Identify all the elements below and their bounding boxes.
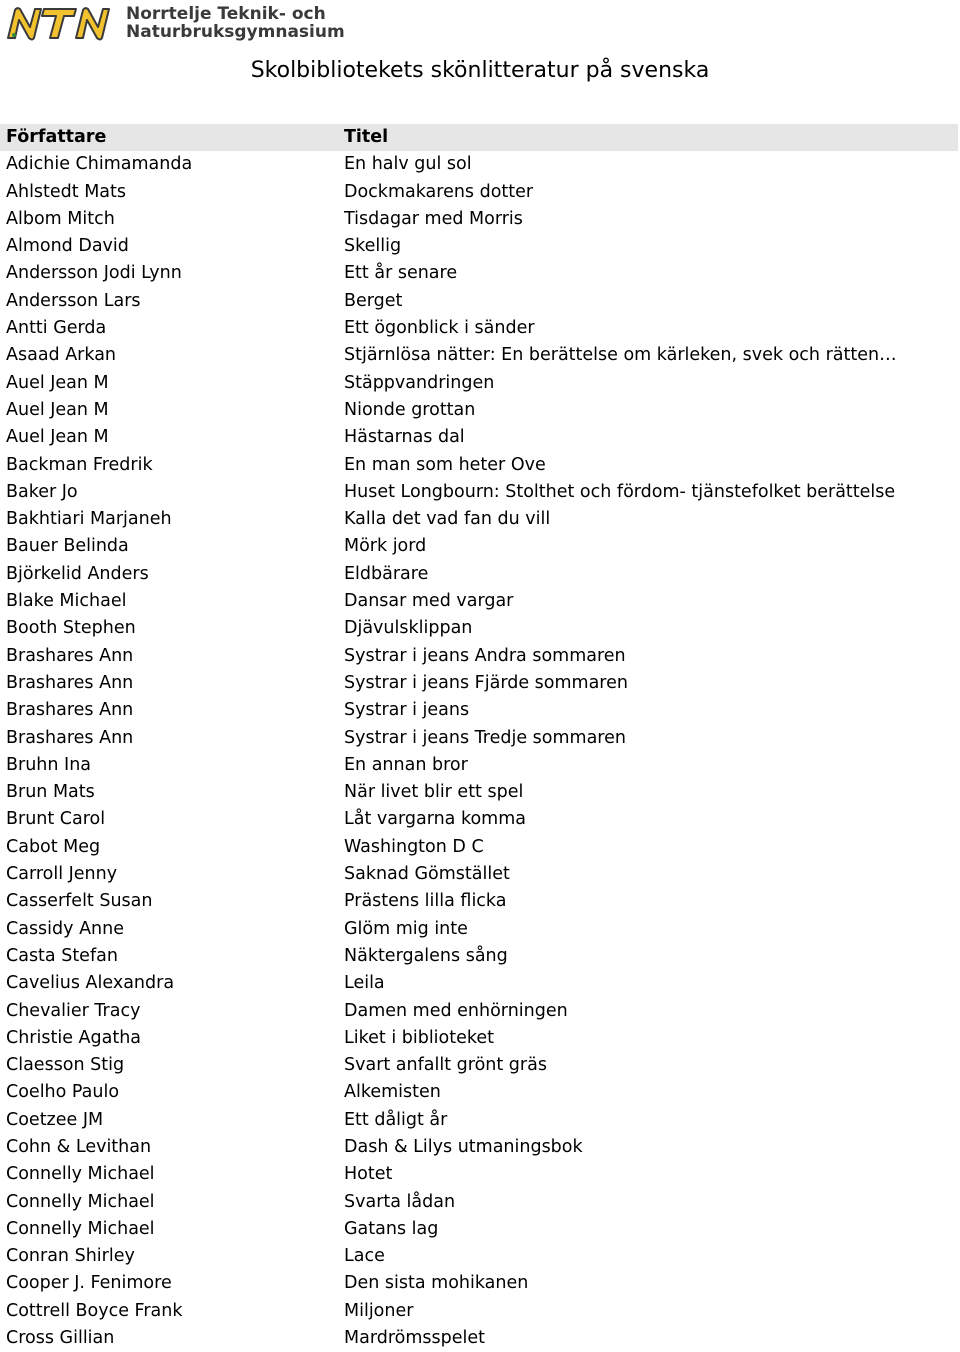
title-cell: Huset Longbourn: Stolthet och fördom- tjänstefolket berättelse [344, 481, 896, 502]
table-row [0, 1216, 958, 1243]
title-cell: Ett år senare [344, 263, 458, 284]
author-cell: Cross Gillian [6, 1328, 115, 1349]
school-name-line2: Naturbruksgymnasium [126, 22, 345, 42]
title-cell: Prästens lilla flicka [344, 891, 507, 912]
author-cell: Bakhtiari Marjaneh [6, 509, 172, 530]
table-row [0, 779, 958, 806]
author-cell: Coelho Paulo [6, 1082, 120, 1103]
table-header-row [0, 124, 958, 151]
school-name-line1: Norrtelje Teknik- och [126, 4, 326, 24]
author-cell: Auel Jean M [6, 372, 109, 393]
author-cell: Christie Agatha [6, 1027, 142, 1048]
table-row [0, 1298, 958, 1325]
author-cell: Cooper J. Fenimore [6, 1273, 172, 1294]
author-cell: Brashares Ann [6, 727, 134, 748]
table-row [0, 725, 958, 752]
column-header-title: Titel [344, 127, 389, 147]
ntn-logo-icon [6, 5, 120, 41]
title-cell: Ett ögonblick i sänder [344, 318, 535, 339]
author-cell: Cottrell Boyce Frank [6, 1300, 183, 1321]
title-cell: Hotet [344, 1164, 393, 1185]
table-row [0, 1243, 958, 1270]
author-cell: Backman Fredrik [6, 454, 153, 475]
title-cell: Damen med enhörningen [344, 1000, 568, 1021]
author-cell: Chevalier Tracy [6, 1000, 141, 1021]
table-row [0, 998, 958, 1025]
table-row [0, 1079, 958, 1106]
table-row [0, 506, 958, 533]
table-row [0, 1325, 958, 1352]
table-row [0, 697, 958, 724]
title-cell: Kalla det vad fan du vill [344, 509, 551, 530]
title-cell: När livet blir ett spel [344, 782, 524, 803]
author-cell: Antti Gerda [6, 318, 107, 339]
table-row [0, 861, 958, 888]
author-cell: Cohn & Levithan [6, 1136, 152, 1157]
author-cell: Bruhn Ina [6, 754, 92, 775]
title-cell: Näktergalens sång [344, 945, 508, 966]
author-cell: Bauer Belinda [6, 536, 129, 557]
title-cell: Leila [344, 973, 385, 994]
title-cell: Gatans lag [344, 1218, 439, 1239]
table-row [0, 806, 958, 833]
table-row [0, 752, 958, 779]
table-row [0, 1189, 958, 1216]
author-cell: Cassidy Anne [6, 918, 124, 939]
author-cell: Conran Shirley [6, 1246, 135, 1267]
author-cell: Brashares Ann [6, 645, 134, 666]
title-cell: En man som heter Ove [344, 454, 546, 475]
table-row [0, 888, 958, 915]
table-row [0, 533, 958, 560]
title-cell: Djävulsklippan [344, 618, 473, 639]
title-cell: En annan bror [344, 754, 468, 775]
title-cell: Lace [344, 1246, 385, 1267]
title-cell: Miljoner [344, 1300, 414, 1321]
page-title: Skolbibliotekets skönlitteratur på svenska [250, 58, 710, 83]
table-row [0, 1052, 958, 1079]
author-cell: Brashares Ann [6, 700, 134, 721]
author-cell: Coetzee JM [6, 1109, 104, 1130]
table-row [0, 1107, 958, 1134]
author-cell: Ahlstedt Mats [6, 181, 127, 202]
table-row [0, 588, 958, 615]
table-row [0, 424, 958, 451]
title-cell: Saknad Gömstället [344, 864, 510, 885]
table-row [0, 397, 958, 424]
author-cell: Connelly Michael [6, 1164, 155, 1185]
table-row [0, 615, 958, 642]
title-cell: Systrar i jeans Tredje sommaren [344, 727, 626, 748]
author-cell: Blake Michael [6, 591, 127, 612]
author-cell: Andersson Jodi Lynn [6, 263, 182, 284]
table-row [0, 479, 958, 506]
title-cell: Stjärnlösa nätter: En berättelse om kärleken, svek och rätten… [344, 345, 897, 366]
author-cell: Brunt Carol [6, 809, 106, 830]
author-cell: Andersson Lars [6, 290, 141, 311]
author-cell: Connelly Michael [6, 1218, 155, 1239]
table-row [0, 643, 958, 670]
author-cell: Cabot Meg [6, 836, 101, 857]
title-cell: Systrar i jeans [344, 700, 470, 721]
table-row [0, 943, 958, 970]
table-row [0, 342, 958, 369]
title-cell: Svarta lådan [344, 1191, 456, 1212]
title-cell: Dansar med vargar [344, 591, 514, 612]
title-cell: Washington D C [344, 836, 484, 857]
table-row [0, 1161, 958, 1188]
author-cell: Albom Mitch [6, 208, 115, 229]
author-cell: Booth Stephen [6, 618, 136, 639]
title-cell: Tisdagar med Morris [344, 208, 523, 229]
table-row [0, 179, 958, 206]
author-cell: Cavelius Alexandra [6, 973, 175, 994]
school-header [6, 3, 345, 43]
author-cell: Brun Mats [6, 782, 95, 803]
table-row [0, 151, 958, 178]
author-cell: Adichie Chimamanda [6, 154, 193, 175]
school-name [126, 5, 345, 41]
title-cell: Dash & Lilys utmaningsbok [344, 1136, 583, 1157]
title-cell: Nionde grottan [344, 399, 476, 420]
title-cell: Skellig [344, 236, 402, 257]
title-cell: Den sista mohikanen [344, 1273, 529, 1294]
title-cell: Glöm mig inte [344, 918, 468, 939]
table-row [0, 288, 958, 315]
author-cell: Auel Jean M [6, 427, 109, 448]
table-body [0, 151, 958, 1352]
title-cell: En halv gul sol [344, 154, 472, 175]
table-row [0, 452, 958, 479]
table-row [0, 260, 958, 287]
title-cell: Dockmakarens dotter [344, 181, 534, 202]
table-row [0, 670, 958, 697]
table-row [0, 916, 958, 943]
title-cell: Berget [344, 290, 403, 311]
title-cell: Eldbärare [344, 563, 429, 584]
title-cell: Systrar i jeans Fjärde sommaren [344, 672, 628, 693]
title-cell: Alkemisten [344, 1082, 441, 1103]
table-row [0, 233, 958, 260]
table-row [0, 1134, 958, 1161]
table-row [0, 370, 958, 397]
table-row [0, 970, 958, 997]
table-row [0, 1025, 958, 1052]
table-row [0, 315, 958, 342]
author-cell: Carroll Jenny [6, 864, 118, 885]
author-cell: Almond David [6, 236, 129, 257]
table-row [0, 206, 958, 233]
author-cell: Casta Stefan [6, 945, 118, 966]
title-cell: Systrar i jeans Andra sommaren [344, 645, 626, 666]
author-cell: Brashares Ann [6, 672, 134, 693]
title-cell: Liket i biblioteket [344, 1027, 495, 1048]
column-header-author: Författare [6, 127, 107, 147]
table-row [0, 561, 958, 588]
author-cell: Connelly Michael [6, 1191, 155, 1212]
table-row [0, 1270, 958, 1297]
book-table [0, 124, 958, 1352]
author-cell: Casserfelt Susan [6, 891, 153, 912]
title-cell: Mörk jord [344, 536, 427, 557]
author-cell: Auel Jean M [6, 399, 109, 420]
author-cell: Claesson Stig [6, 1055, 125, 1076]
title-cell: Stäppvandringen [344, 372, 495, 393]
author-cell: Asaad Arkan [6, 345, 117, 366]
title-cell: Svart anfallt grönt gräs [344, 1055, 547, 1076]
title-cell: Mardrömsspelet [344, 1328, 485, 1349]
author-cell: Björkelid Anders [6, 563, 149, 584]
title-cell: Hästarnas dal [344, 427, 465, 448]
table-row [0, 834, 958, 861]
title-cell: Låt vargarna komma [344, 809, 526, 830]
title-cell: Ett dåligt år [344, 1109, 448, 1130]
author-cell: Baker Jo [6, 481, 78, 502]
